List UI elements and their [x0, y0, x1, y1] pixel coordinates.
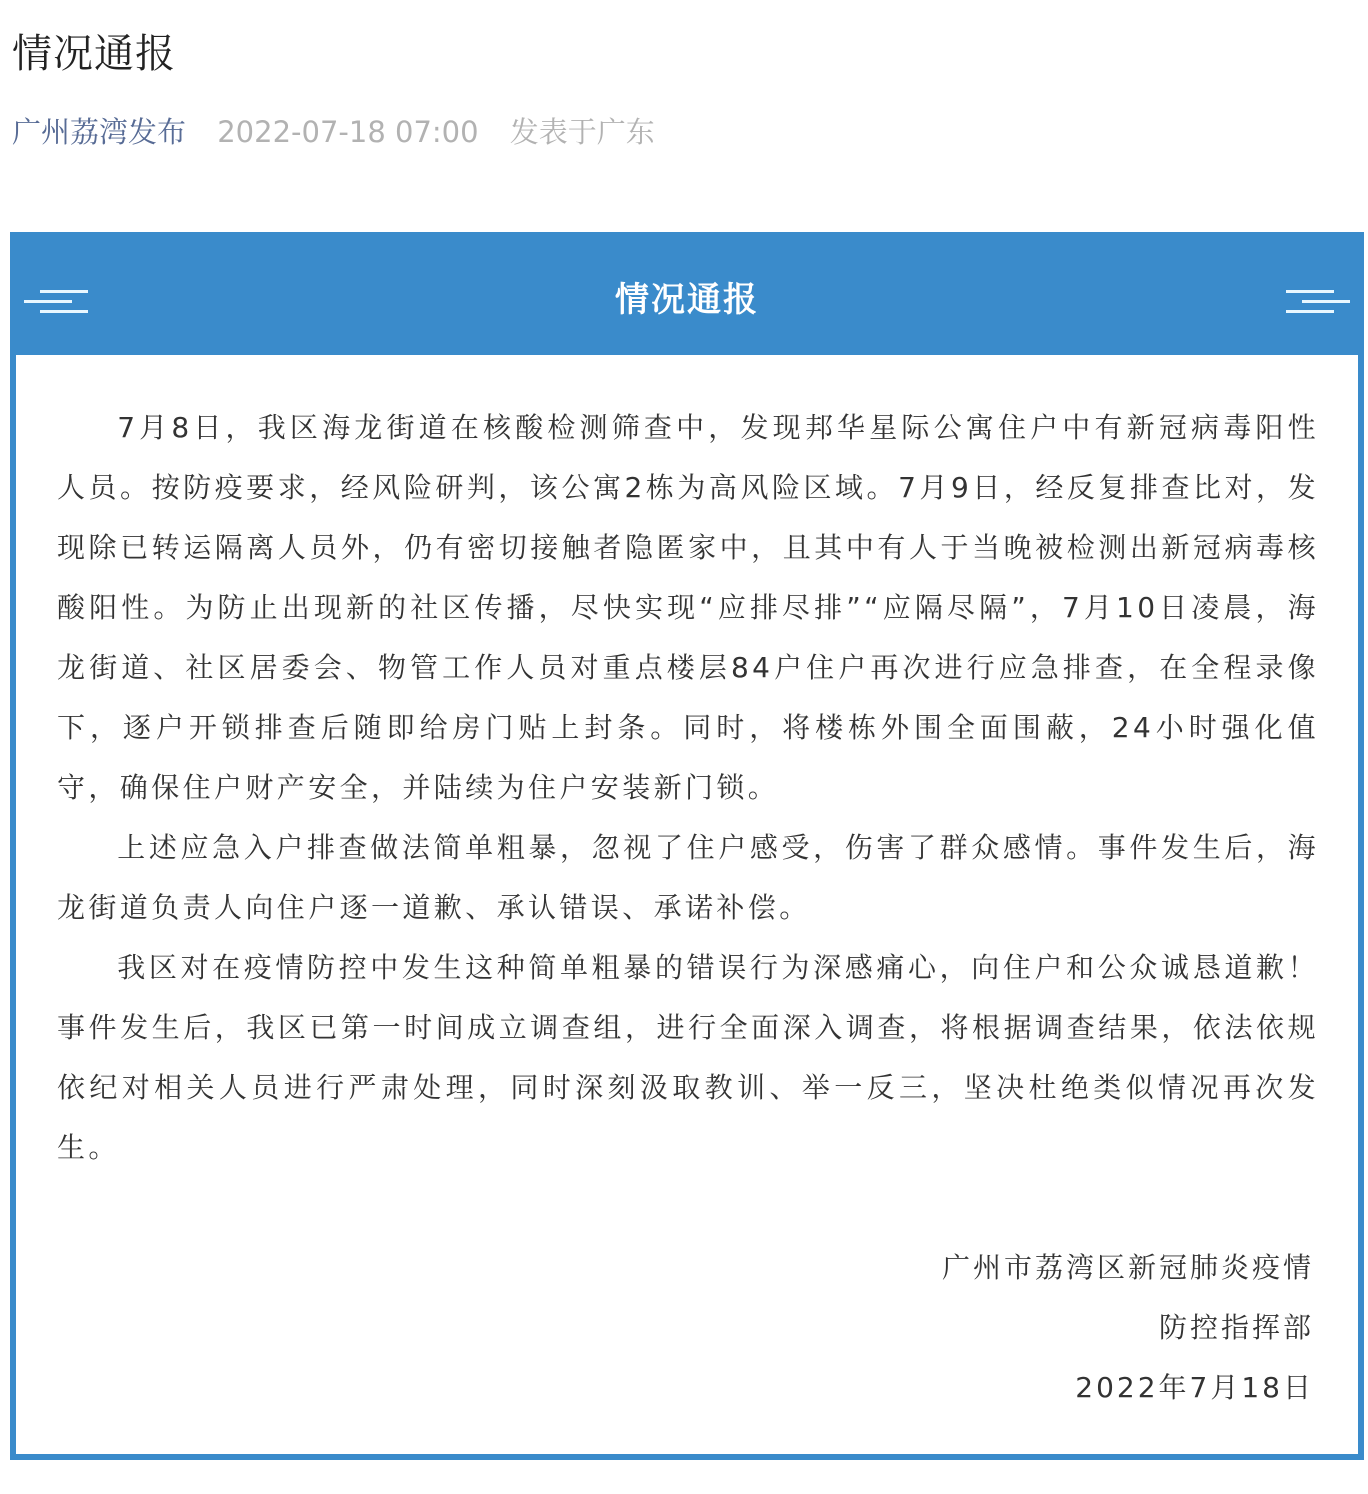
- paragraph: 上述应急入户排查做法简单粗暴，忽视了住户感受，伤害了群众感情。事件发生后，海龙街道负责人向住户逐一道歉、承认错误、承诺补偿。: [57, 831, 1319, 924]
- notice-card: [10, 232, 1364, 1460]
- article-title: 情况通报: [12, 31, 176, 77]
- notice-card-header: [10, 232, 1364, 355]
- signature-date: 2022年7月18日: [1075, 1371, 1314, 1404]
- paragraph: 我区对在疫情防控中发生这种简单粗暴的错误行为深感痛心，向住户和公众诚恳道歉！事件发生后，我区已第一时间成立调查组，进行全面深入调查，将根据调查结果，依法依规依纪对相关人员进行严肃处理，同时深刻汲取教训、举一反三，坚决杜绝类似情况再次发生。: [57, 951, 1319, 1164]
- publish-location: 发表于广东: [509, 115, 655, 149]
- article-meta: [12, 110, 655, 151]
- paragraph: 7月8日，我区海龙街道在核酸检测筛查中，发现邦华星际公寓住户中有新冠病毒阳性人员。按防疫要求，经风险研判，该公寓2栋为高风险区域。7月9日，经反复排查比对，发现除已转运隔离人员外，仍有密切接触者隐匿家中，且其中有人于当晚被检测出新冠病毒核酸阳性。为防止出现新的社区传播，尽快实现“应排尽排”“应隔尽隔”，7月10日凌晨，海龙街道、社区居委会、物管工作人员对重点楼层84户住户再次进行应急排查，在全程录像下，逐户开锁排查后随即给房门贴上封条。同时，将楼栋外围全面围蔽，24小时强化值守，确保住户财产安全，并陆续为住户安装新门锁。: [57, 411, 1319, 804]
- notice-body: [57, 398, 1319, 1178]
- decorative-lines-icon: [1280, 278, 1350, 308]
- signature: [942, 1238, 1314, 1418]
- author-link[interactable]: 广州荔湾发布: [12, 115, 187, 149]
- publish-time: 2022-07-18 07:00: [217, 115, 479, 149]
- signature-org-line2: 防控指挥部: [1158, 1311, 1314, 1344]
- notice-heading: 情况通报: [615, 280, 759, 320]
- signature-org-line1: 广州市荔湾区新冠肺炎疫情: [941, 1251, 1314, 1284]
